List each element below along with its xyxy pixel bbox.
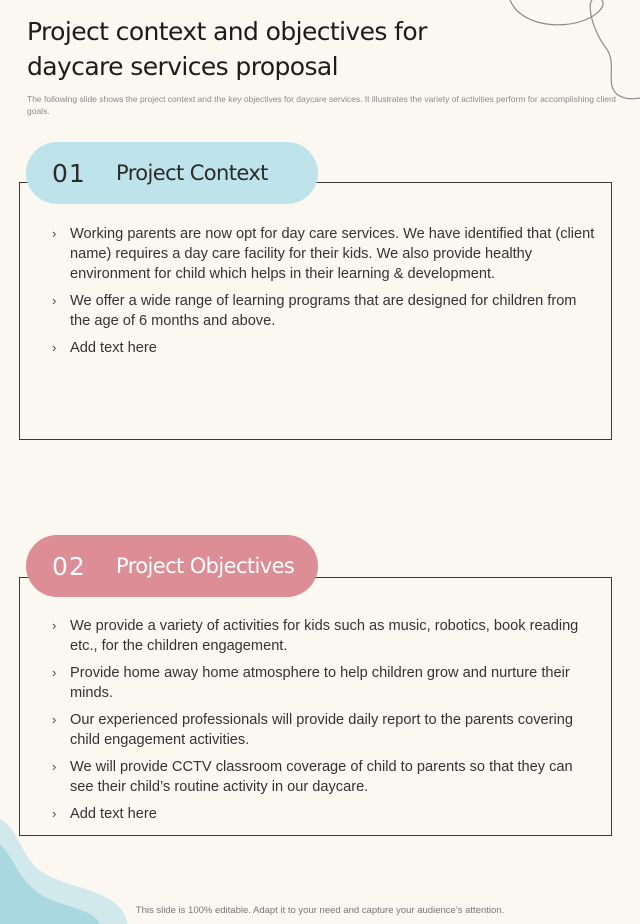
list-item [52,804,600,824]
section-heading: Project Context [116,161,268,185]
page-title: Project context and objectives for daycare services proposal [27,17,427,81]
chevron-right-icon: › [52,340,57,355]
section-heading: Project Objectives [116,554,295,578]
list-item [52,757,600,797]
project-context-list [52,224,600,365]
chevron-right-icon: › [52,806,57,821]
list-item-text: Our experienced professionals will provide daily report to the parents covering child engagement activities. [70,712,573,748]
list-item-text: Working parents are now opt for day care services. We have identified that (client name) requires a day care facility for their kids. We also provide healthy environment for child which helps in their learning & development. [70,226,595,282]
list-item [52,616,600,656]
footer-note: This slide is 100% editable. Adapt it to your need and capture your audience’s attention. [135,905,505,916]
list-item-text: Add text here [70,340,157,356]
list-item [52,710,600,750]
list-item-text: Add text here [70,806,157,822]
list-item [52,224,600,284]
project-objectives-list [52,616,600,831]
chevron-right-icon: › [52,226,57,241]
list-item [52,291,600,331]
chevron-right-icon: › [52,618,57,633]
page-subtitle: The following slide shows the project context and the key objectives for daycare services. It illustrates the variety of activities perform for accomplishing client goals. [27,94,617,116]
list-item-text: Provide home away home atmosphere to help children grow and nurture their minds. [70,665,570,701]
project-objectives-header [26,535,318,597]
list-item-text: We offer a wide range of learning programs that are designed for children from the age of 6 months and above. [70,293,577,329]
project-context-header [26,142,318,204]
list-item-text: We provide a variety of activities for kids such as music, robotics, book reading etc., for the children engagement. [70,618,579,654]
section-number: 02 [52,551,86,581]
section-number: 01 [52,158,86,188]
decorative-curve [500,0,640,105]
list-item-text: We will provide CCTV classroom coverage of child to parents so that they can see their child’s routine activity in our daycare. [70,759,573,795]
chevron-right-icon: › [52,759,57,774]
chevron-right-icon: › [52,665,57,680]
chevron-right-icon: › [52,712,57,727]
chevron-right-icon: › [52,293,57,308]
list-item [52,663,600,703]
list-item [52,338,600,358]
